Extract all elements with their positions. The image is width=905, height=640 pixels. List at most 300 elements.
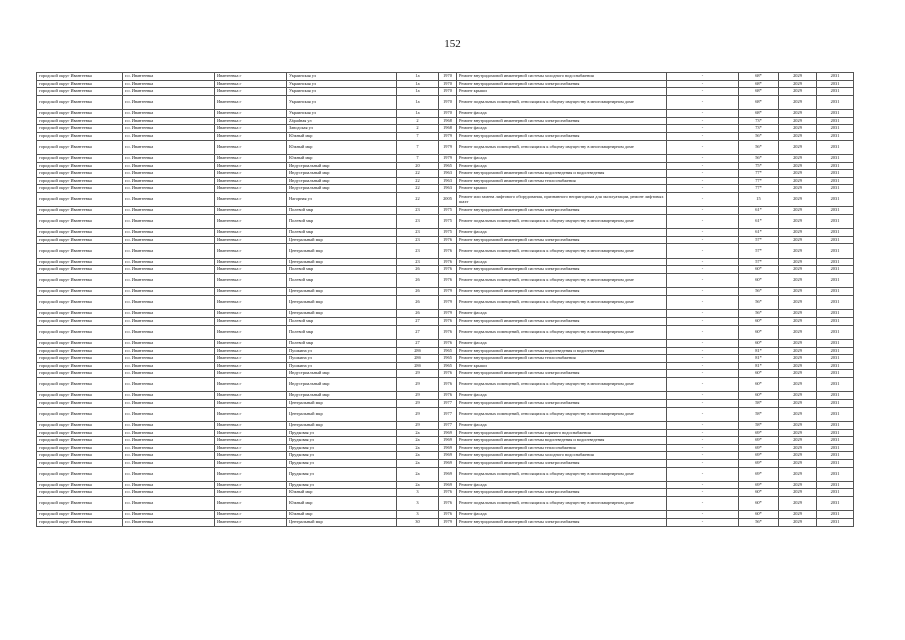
table-row	[37, 497, 854, 511]
house-number-cell: 26	[397, 274, 439, 288]
period-end-cell: 2031	[817, 95, 854, 109]
dash-cell: -	[667, 192, 739, 206]
district-cell: городской округ Ивантеевка	[37, 497, 123, 511]
repair-work-cell: Ремонт внутридомовой инженерной системы электроснабжения	[457, 80, 667, 88]
dash-cell: -	[667, 340, 739, 348]
dash-cell: -	[667, 177, 739, 185]
wear-percent-cell: 69*	[739, 429, 779, 437]
district-cell: городской округ Ивантеевка	[37, 370, 123, 378]
house-number-cell: 2а	[397, 429, 439, 437]
street-cell: Индустриальный мкр	[287, 377, 397, 391]
district-cell: городской округ Ивантеевка	[37, 258, 123, 266]
settlement-cell: Ивантеевка г	[215, 377, 287, 391]
period-end-cell: 2031	[817, 519, 854, 527]
settlement-cell: Ивантеевка г	[215, 274, 287, 288]
table-row	[37, 489, 854, 497]
table-row	[37, 370, 854, 378]
street-cell: Индустриальный мкр	[287, 370, 397, 378]
period-end-cell: 2031	[817, 355, 854, 363]
district-cell: городской округ Ивантеевка	[37, 377, 123, 391]
dash-cell: -	[667, 162, 739, 170]
city-cell: г.о. Ивантеевка	[123, 132, 215, 140]
wear-percent-cell: 60*	[739, 274, 779, 288]
wear-percent-cell: 60*	[739, 266, 779, 274]
street-cell: Южный мкр	[287, 511, 397, 519]
settlement-cell: Ивантеевка г	[215, 325, 287, 339]
wear-percent-cell: 60*	[739, 325, 779, 339]
wear-percent-cell: 68*	[739, 80, 779, 88]
wear-percent-cell: 81*	[739, 362, 779, 370]
table-row	[37, 80, 854, 88]
period-start-cell: 2029	[779, 207, 817, 215]
street-cell: Украинская ул	[287, 95, 397, 109]
period-start-cell: 2029	[779, 444, 817, 452]
period-start-cell: 2029	[779, 340, 817, 348]
table-row	[37, 185, 854, 193]
settlement-cell: Ивантеевка г	[215, 459, 287, 467]
period-end-cell: 2031	[817, 362, 854, 370]
district-cell: городской округ Ивантеевка	[37, 73, 123, 81]
period-end-cell: 2031	[817, 80, 854, 88]
repair-work-cell: Ремонт фасада	[457, 229, 667, 237]
repair-work-cell: Ремонт подвальных помещений, относящихся к общему имуществу в многоквартирном доме	[457, 296, 667, 310]
build-year-cell: 1969	[439, 467, 457, 481]
repair-work-cell: Ремонт подвальных помещений, относящихся к общему имуществу в многоквартирном доме	[457, 244, 667, 258]
city-cell: г.о. Ивантеевка	[123, 207, 215, 215]
build-year-cell: 1963	[439, 177, 457, 185]
table-row	[37, 229, 854, 237]
repair-work-cell: Ремонт внутридомовой инженерной системы электроснабжения	[457, 370, 667, 378]
period-end-cell: 2031	[817, 132, 854, 140]
house-number-cell: 20	[397, 162, 439, 170]
house-number-cell: 26	[397, 266, 439, 274]
city-cell: г.о. Ивантеевка	[123, 355, 215, 363]
city-cell: г.о. Ивантеевка	[123, 421, 215, 429]
house-number-cell: 22	[397, 185, 439, 193]
period-start-cell: 2029	[779, 125, 817, 133]
street-cell: Пушкина ул	[287, 347, 397, 355]
period-start-cell: 2029	[779, 296, 817, 310]
street-cell: Центральный мкр	[287, 399, 397, 407]
wear-percent-cell: 61*	[739, 207, 779, 215]
house-number-cell: 30	[397, 519, 439, 527]
district-cell: городской округ Ивантеевка	[37, 444, 123, 452]
street-cell: Прудковая ул	[287, 444, 397, 452]
street-cell: Южный мкр	[287, 140, 397, 154]
house-number-cell: 1а	[397, 73, 439, 81]
build-year-cell: 1970	[439, 73, 457, 81]
city-cell: г.о. Ивантеевка	[123, 258, 215, 266]
settlement-cell: Ивантеевка г	[215, 452, 287, 460]
street-cell: Украинская ул	[287, 73, 397, 81]
wear-percent-cell: 81*	[739, 355, 779, 363]
house-number-cell: 23	[397, 214, 439, 228]
wear-percent-cell: 56*	[739, 140, 779, 154]
district-cell: городской округ Ивантеевка	[37, 132, 123, 140]
build-year-cell: 1968	[439, 117, 457, 125]
city-cell: г.о. Ивантеевка	[123, 370, 215, 378]
city-cell: г.о. Ивантеевка	[123, 185, 215, 193]
street-cell: Полевой мкр	[287, 207, 397, 215]
settlement-cell: Ивантеевка г	[215, 117, 287, 125]
house-number-cell: 22	[397, 192, 439, 206]
dash-cell: -	[667, 370, 739, 378]
city-cell: г.о. Ивантеевка	[123, 519, 215, 527]
build-year-cell: 1969	[439, 429, 457, 437]
house-number-cell: 22	[397, 177, 439, 185]
period-end-cell: 2031	[817, 377, 854, 391]
settlement-cell: Ивантеевка г	[215, 214, 287, 228]
repair-work-cell: Ремонт подвальных помещений, относящихся к общему имуществу в многоквартирном доме	[457, 467, 667, 481]
settlement-cell: Ивантеевка г	[215, 511, 287, 519]
district-cell: городской округ Ивантеевка	[37, 125, 123, 133]
table-body	[37, 73, 854, 527]
district-cell: городской округ Ивантеевка	[37, 325, 123, 339]
dash-cell: -	[667, 236, 739, 244]
period-end-cell: 2031	[817, 110, 854, 118]
district-cell: городской округ Ивантеевка	[37, 340, 123, 348]
dash-cell: -	[667, 73, 739, 81]
street-cell: Пушкина ул	[287, 355, 397, 363]
city-cell: г.о. Ивантеевка	[123, 310, 215, 318]
wear-percent-cell: 60*	[739, 318, 779, 326]
period-start-cell: 2029	[779, 288, 817, 296]
house-number-cell: 28б	[397, 362, 439, 370]
settlement-cell: Ивантеевка г	[215, 347, 287, 355]
city-cell: г.о. Ивантеевка	[123, 497, 215, 511]
street-cell: Пушкина ул	[287, 362, 397, 370]
build-year-cell: 1976	[439, 489, 457, 497]
period-end-cell: 2031	[817, 162, 854, 170]
dash-cell: -	[667, 519, 739, 527]
period-start-cell: 2029	[779, 467, 817, 481]
settlement-cell: Ивантеевка г	[215, 429, 287, 437]
house-number-cell: 26	[397, 296, 439, 310]
period-end-cell: 2031	[817, 266, 854, 274]
house-number-cell: 29	[397, 407, 439, 421]
dash-cell: -	[667, 154, 739, 162]
street-cell: Центральный мкр	[287, 244, 397, 258]
dash-cell: -	[667, 288, 739, 296]
build-year-cell: 1979	[439, 132, 457, 140]
period-start-cell: 2029	[779, 73, 817, 81]
wear-percent-cell: 73*	[739, 117, 779, 125]
build-year-cell: 1968	[439, 125, 457, 133]
district-cell: городской округ Ивантеевка	[37, 392, 123, 400]
period-end-cell: 2031	[817, 288, 854, 296]
street-cell: Полевой мкр	[287, 274, 397, 288]
settlement-cell: Ивантеевка г	[215, 170, 287, 178]
city-cell: г.о. Ивантеевка	[123, 177, 215, 185]
district-cell: городской округ Ивантеевка	[37, 519, 123, 527]
wear-percent-cell: 60*	[739, 340, 779, 348]
period-end-cell: 2031	[817, 154, 854, 162]
build-year-cell: 1977	[439, 399, 457, 407]
build-year-cell: 1970	[439, 95, 457, 109]
wear-percent-cell: 56*	[739, 132, 779, 140]
dash-cell: -	[667, 88, 739, 96]
period-end-cell: 2031	[817, 407, 854, 421]
house-number-cell: 2	[397, 125, 439, 133]
house-number-cell: 2а	[397, 452, 439, 460]
table-row	[37, 162, 854, 170]
repair-work-cell: Ремонт крыши	[457, 88, 667, 96]
dash-cell: -	[667, 296, 739, 310]
street-cell: Нагорная ул	[287, 192, 397, 206]
period-end-cell: 2031	[817, 318, 854, 326]
district-cell: городской округ Ивантеевка	[37, 229, 123, 237]
build-year-cell: 1965	[439, 162, 457, 170]
street-cell: Полевой мкр	[287, 325, 397, 339]
wear-percent-cell: 58*	[739, 407, 779, 421]
wear-percent-cell: 57*	[739, 236, 779, 244]
wear-percent-cell: 56*	[739, 154, 779, 162]
dash-cell: -	[667, 362, 739, 370]
wear-percent-cell: 77*	[739, 177, 779, 185]
house-number-cell: 7	[397, 132, 439, 140]
city-cell: г.о. Ивантеевка	[123, 266, 215, 274]
settlement-cell: Ивантеевка г	[215, 318, 287, 326]
wear-percent-cell: 68*	[739, 110, 779, 118]
settlement-cell: Ивантеевка г	[215, 207, 287, 215]
settlement-cell: Ивантеевка г	[215, 266, 287, 274]
period-end-cell: 2031	[817, 340, 854, 348]
city-cell: г.о. Ивантеевка	[123, 88, 215, 96]
period-end-cell: 2031	[817, 125, 854, 133]
wear-percent-cell: 60*	[739, 377, 779, 391]
wear-percent-cell: 73*	[739, 125, 779, 133]
wear-percent-cell: 68*	[739, 95, 779, 109]
district-cell: городской округ Ивантеевка	[37, 407, 123, 421]
city-cell: г.о. Ивантеевка	[123, 125, 215, 133]
table-row	[37, 377, 854, 391]
period-end-cell: 2031	[817, 310, 854, 318]
table-row	[37, 347, 854, 355]
street-cell: Полевой мкр	[287, 318, 397, 326]
city-cell: г.о. Ивантеевка	[123, 162, 215, 170]
dash-cell: -	[667, 274, 739, 288]
settlement-cell: Ивантеевка г	[215, 125, 287, 133]
build-year-cell: 1976	[439, 266, 457, 274]
build-year-cell: 1976	[439, 258, 457, 266]
dash-cell: -	[667, 310, 739, 318]
repair-work-cell: Ремонт внутридомовой инженерной системы холодного водоснабжения	[457, 452, 667, 460]
repair-work-cell: Ремонт внутридомовой инженерной системы горячего водоснабжения	[457, 429, 667, 437]
repair-work-cell: Ремонт внутридомовой инженерной системы электроснабжения	[457, 266, 667, 274]
street-cell: Прудковая ул	[287, 437, 397, 445]
street-cell: Индустриальный мкр	[287, 185, 397, 193]
repair-work-cell: Ремонт фасада	[457, 125, 667, 133]
period-start-cell: 2029	[779, 192, 817, 206]
dash-cell: -	[667, 266, 739, 274]
district-cell: городской округ Ивантеевка	[37, 429, 123, 437]
district-cell: городской округ Ивантеевка	[37, 140, 123, 154]
repair-work-cell: Ремонт внутридомовой инженерной системы электроснабжения	[457, 117, 667, 125]
wear-percent-cell: 60*	[739, 392, 779, 400]
period-start-cell: 2029	[779, 310, 817, 318]
street-cell: Прудковая ул	[287, 459, 397, 467]
table-row	[37, 132, 854, 140]
build-year-cell: 1965	[439, 355, 457, 363]
city-cell: г.о. Ивантеевка	[123, 437, 215, 445]
house-number-cell: 27	[397, 325, 439, 339]
house-number-cell: 29	[397, 399, 439, 407]
build-year-cell: 1963	[439, 185, 457, 193]
district-cell: городской округ Ивантеевка	[37, 489, 123, 497]
house-number-cell: 3	[397, 489, 439, 497]
period-start-cell: 2029	[779, 459, 817, 467]
wear-percent-cell: 61*	[739, 214, 779, 228]
build-year-cell: 1979	[439, 140, 457, 154]
build-year-cell: 1979	[439, 154, 457, 162]
build-year-cell: 1979	[439, 296, 457, 310]
wear-percent-cell: 69*	[739, 467, 779, 481]
build-year-cell: 1979	[439, 288, 457, 296]
dash-cell: -	[667, 207, 739, 215]
district-cell: городской округ Ивантеевка	[37, 459, 123, 467]
street-cell: Прудковая ул	[287, 481, 397, 489]
table-row	[37, 177, 854, 185]
build-year-cell: 1969	[439, 481, 457, 489]
district-cell: городской округ Ивантеевка	[37, 296, 123, 310]
settlement-cell: Ивантеевка г	[215, 288, 287, 296]
repair-work-cell: Ремонт внутридомовой инженерной системы электроснабжения	[457, 399, 667, 407]
table-row	[37, 288, 854, 296]
page-number: 152	[444, 38, 461, 50]
repair-work-cell: Ремонт фасада	[457, 110, 667, 118]
build-year-cell: 1976	[439, 236, 457, 244]
period-end-cell: 2031	[817, 325, 854, 339]
wear-percent-cell: 69*	[739, 481, 779, 489]
repair-work-cell: Ремонт или замена лифтового оборудования, признанного непригодным для эксплуатации, ремонт лифтовых шахт	[457, 192, 667, 206]
period-end-cell: 2031	[817, 177, 854, 185]
period-start-cell: 2029	[779, 117, 817, 125]
repair-work-cell: Ремонт подвальных помещений, относящихся к общему имуществу в многоквартирном доме	[457, 274, 667, 288]
settlement-cell: Ивантеевка г	[215, 80, 287, 88]
build-year-cell: 1976	[439, 377, 457, 391]
build-year-cell: 1976	[439, 392, 457, 400]
district-cell: городской округ Ивантеевка	[37, 437, 123, 445]
dash-cell: -	[667, 244, 739, 258]
district-cell: городской округ Ивантеевка	[37, 244, 123, 258]
build-year-cell: 1976	[439, 511, 457, 519]
settlement-cell: Ивантеевка г	[215, 444, 287, 452]
period-end-cell: 2031	[817, 73, 854, 81]
settlement-cell: Ивантеевка г	[215, 258, 287, 266]
house-number-cell: 2а	[397, 481, 439, 489]
settlement-cell: Ивантеевка г	[215, 236, 287, 244]
table-row	[37, 355, 854, 363]
settlement-cell: Ивантеевка г	[215, 421, 287, 429]
dash-cell: -	[667, 421, 739, 429]
build-year-cell: 1965	[439, 362, 457, 370]
district-cell: городской округ Ивантеевка	[37, 452, 123, 460]
settlement-cell: Ивантеевка г	[215, 192, 287, 206]
repair-work-cell: Ремонт подвальных помещений, относящихся к общему имуществу в многоквартирном доме	[457, 497, 667, 511]
street-cell: Индустриальный мкр	[287, 162, 397, 170]
build-year-cell: 1975	[439, 229, 457, 237]
table-row	[37, 296, 854, 310]
house-number-cell: 28б	[397, 347, 439, 355]
table-row	[37, 362, 854, 370]
build-year-cell: 1969	[439, 452, 457, 460]
city-cell: г.о. Ивантеевка	[123, 236, 215, 244]
repair-work-cell: Ремонт подвальных помещений, относящихся к общему имуществу в многоквартирном доме	[457, 95, 667, 109]
wear-percent-cell: 75*	[739, 162, 779, 170]
house-number-cell: 26	[397, 310, 439, 318]
street-cell: Центральный мкр	[287, 288, 397, 296]
district-cell: городской округ Ивантеевка	[37, 266, 123, 274]
dash-cell: -	[667, 429, 739, 437]
house-number-cell: 2а	[397, 444, 439, 452]
settlement-cell: Ивантеевка г	[215, 162, 287, 170]
table-row	[37, 117, 854, 125]
period-start-cell: 2029	[779, 132, 817, 140]
period-start-cell: 2029	[779, 88, 817, 96]
house-number-cell: 2а	[397, 467, 439, 481]
city-cell: г.о. Ивантеевка	[123, 340, 215, 348]
wear-percent-cell: 68*	[739, 88, 779, 96]
house-number-cell: 2а	[397, 459, 439, 467]
street-cell: Прудковая ул	[287, 467, 397, 481]
dash-cell: -	[667, 377, 739, 391]
street-cell: Индустриальный мкр	[287, 170, 397, 178]
wear-percent-cell: 57*	[739, 244, 779, 258]
dash-cell: -	[667, 347, 739, 355]
house-number-cell: 7	[397, 154, 439, 162]
house-number-cell: 2	[397, 117, 439, 125]
repair-work-cell: Ремонт крыши	[457, 185, 667, 193]
repair-work-cell: Ремонт внутридомовой инженерной системы холодного водоснабжения	[457, 73, 667, 81]
street-cell: Центральный мкр	[287, 421, 397, 429]
wear-percent-cell: 69*	[739, 437, 779, 445]
repair-work-cell: Ремонт подвальных помещений, относящихся к общему имуществу в многоквартирном доме	[457, 325, 667, 339]
settlement-cell: Ивантеевка г	[215, 132, 287, 140]
settlement-cell: Ивантеевка г	[215, 185, 287, 193]
table-row	[37, 511, 854, 519]
city-cell: г.о. Ивантеевка	[123, 214, 215, 228]
table-row	[37, 452, 854, 460]
wear-percent-cell: 77*	[739, 185, 779, 193]
city-cell: г.о. Ивантеевка	[123, 325, 215, 339]
period-end-cell: 2031	[817, 274, 854, 288]
table-row	[37, 140, 854, 154]
settlement-cell: Ивантеевка г	[215, 154, 287, 162]
city-cell: г.о. Ивантеевка	[123, 511, 215, 519]
repair-work-cell: Ремонт фасада	[457, 258, 667, 266]
period-start-cell: 2029	[779, 497, 817, 511]
build-year-cell: 1979	[439, 519, 457, 527]
table-row	[37, 258, 854, 266]
dash-cell: -	[667, 132, 739, 140]
city-cell: г.о. Ивантеевка	[123, 481, 215, 489]
district-cell: городской округ Ивантеевка	[37, 207, 123, 215]
dash-cell: -	[667, 355, 739, 363]
period-end-cell: 2031	[817, 467, 854, 481]
settlement-cell: Ивантеевка г	[215, 95, 287, 109]
table-row	[37, 481, 854, 489]
build-year-cell: 1976	[439, 318, 457, 326]
period-start-cell: 2029	[779, 170, 817, 178]
city-cell: г.о. Ивантеевка	[123, 377, 215, 391]
dash-cell: -	[667, 497, 739, 511]
build-year-cell: 1969	[439, 459, 457, 467]
district-cell: городской округ Ивантеевка	[37, 274, 123, 288]
build-year-cell: 2005	[439, 192, 457, 206]
dash-cell: -	[667, 459, 739, 467]
district-cell: городской округ Ивантеевка	[37, 95, 123, 109]
period-start-cell: 2029	[779, 95, 817, 109]
